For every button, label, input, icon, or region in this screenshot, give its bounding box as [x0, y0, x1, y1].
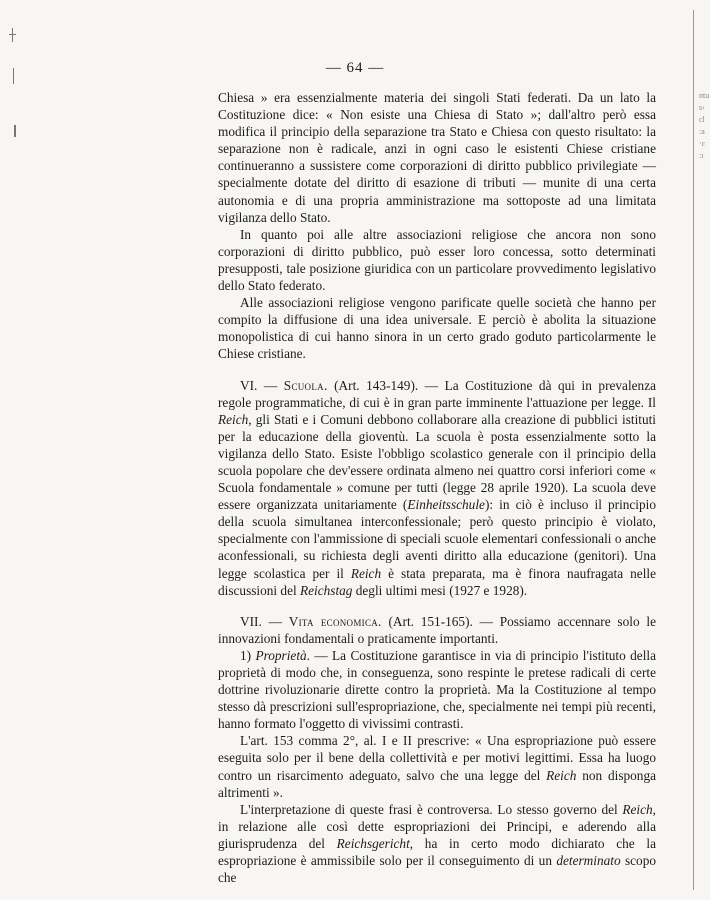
paragraph-church: Chiesa » era essenzialmente materia dei singoli Stati federati. Da un lato la Costituzione dice: « Non esiste una Chiesa di Stato »; dall'altro però essa modifica il principio della separazione tra Stato e Chiesa con questo risultato: la separazione non è radicale, anzi in ogni caso le esistenti Chiese cristiane continueranno a sussistere come corporazioni di diritto pubblico privilegiate — specialmente dotate del diritto di esazione di tributi — munite di una certa autonomia e di una propria amministrazione ma sottoposte ad una limitata vigilanza dello Stato. [218, 90, 656, 225]
margin-bleed-text: ntu s‹ cl :a ·c :ı [699, 91, 710, 160]
paragraph-universal-idea: Alle associazioni religiose vengono parificate quelle società che hanno per compito la diffusione di una idea universale. E perciò è abolita la situazione monopolistica di cui hanno sinora in un certo grado goduto particolarmente le Chiese cristiane. [218, 295, 656, 362]
page-number: — 64 — [325, 60, 385, 76]
paragraph-art-153: L'art. 153 comma 2°, al. I e II prescrive: « Una espropriazione può essere eseguita solo per il bene della collettività e per motivi legittimi. Essa ha luogo contro un risarcimento adeguato, salvo che una legge del Reich non disponga altrimenti ». [218, 733, 657, 800]
section-heading-economic-life: Vita economica. [288, 613, 382, 629]
body-text [218, 89, 656, 886]
paragraph-interpretation: L'interpretazione di queste frasi è controversa. Lo stesso governo del Reich, in relazione alle così dette espropriazioni dei Principi, e aderendo alla giurisprudenza del Reichsgericht, ha in certo modo dichiarato che la espropriazione è ammissibile solo per il conseguimento di un determinato scopo che [218, 801, 656, 886]
paragraph-property: 1) Proprietà. — La Costituzione garantisce in via di principio l'istituto della proprietà di modo che, in conseguenza, sono respinte le pretese radicali di certe dottrine rivoluzionarie dirette contro la proprietà. Ma la Costituzione al tempo stesso dà prescrizioni sull'espropriazione, che, specialmente nei tempi più recenti, hanno formato l'oggetto di vivissimi contrasti. [218, 647, 656, 732]
section-school: VI. — Scuola. (Art. 143-149). — La Costituzione dà qui in prevalenza regole programmatiche, di cui è in gran parte imminente l'attuazione per legge. Il Reich, gli Stati e i Comuni debbono collaborare alla creazione di pubblici istituti per la educazione della gioventù. La scuola è posta essenzialmente sotto la vigilanza dello Stato. Esiste l'obbligo scolastico generale con il principio della scuola popolare che dev'essere ordinata almeno nei quattro corsi inferiori come « Scuola fondamentale » comune per tutti (legge 28 aprile 1920). La scuola deve essere organizzata unitariamente (Einheitsschule): in ciò è incluso il principio della scuola simultanea interconfessionale; però questo principio è violato, specialmente con l'ammissione di speciali scuole elementari confessionali o anche aconfessionali, su richiesta degli aventi diritto alla educazione (genitori). Una legge scolastica per il Reich è stata preparata, ma è finora naufragata nelle discussioni del Reichstag degli ultimi mesi (1927 e 1928). [218, 377, 656, 598]
page-edge-line [693, 10, 694, 890]
section-economic-life: VII. — Vita economica. (Art. 151-165). — Possiamo accennare solo le innovazioni fondamentali o praticamente importanti. [218, 613, 656, 646]
subheading-property: Proprietà [255, 647, 307, 663]
section-heading-school: Scuola. [283, 377, 328, 393]
scan-edge-marks [8, 20, 20, 220]
paragraph-religious-associations: In quanto poi alle altre associazioni religiose che ancora non sono corporazioni di diritto pubblico, può esser loro concessa, sotto determinati presupposti, tale posizione giuridica con un particolare provvedimento legislativo dello Stato federato. [218, 226, 656, 294]
